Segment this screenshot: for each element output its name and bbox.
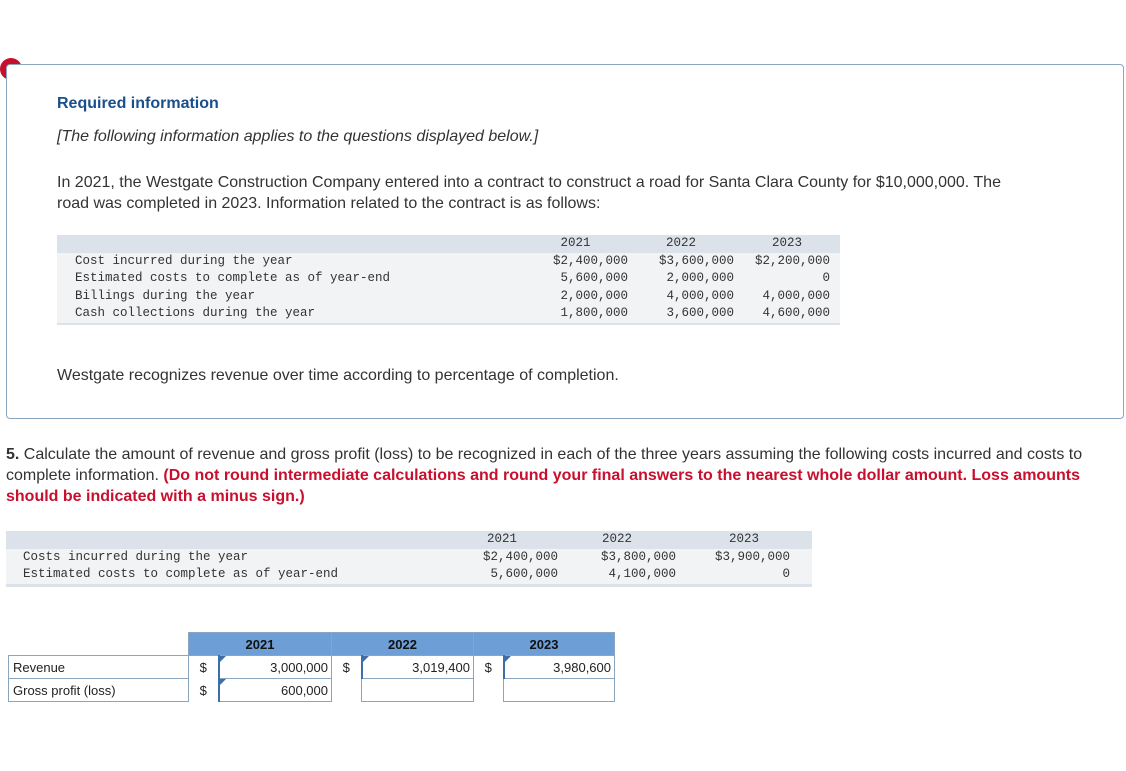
table-row [57,270,840,288]
answer-year-header: 2022 [332,633,474,656]
recognition-note: Westgate recognizes revenue over time according to percentage of completion. [57,367,619,384]
year-header: 2022 [601,532,632,546]
table-cell: $3,900,000 [714,549,790,564]
gross-profit-2022-input[interactable] [362,679,474,702]
row-label: Costs incurred during the year [23,549,249,564]
table-cell: 0 [782,567,790,581]
row-label: Revenue [9,656,189,679]
table-cell: $2,400,000 [482,549,558,564]
year-header: 2021 [486,532,517,546]
year-header: 2022 [665,236,696,250]
answered-flag-icon [363,656,369,662]
table-cell: $2,400,000 [552,253,628,268]
table-row [57,288,840,306]
question-text [6,444,1106,507]
table-cell: 4,000,000 [666,288,734,303]
answer-year-header: 2023 [474,633,615,656]
required-information-note: [The following information applies to the questions displayed below.] [57,128,539,145]
required-information-box [6,64,1124,419]
answer-row-gross-profit [9,679,615,702]
table-cell: 3,600,000 [666,306,734,320]
row-label: Billings during the year [75,288,256,303]
answer-year-header: 2021 [189,633,332,656]
gross-profit-2023-input[interactable] [504,679,615,702]
answer-row-revenue [9,656,615,679]
table-row [57,305,840,324]
contract-info-table [57,235,840,325]
currency-symbol: $ [199,659,207,675]
currency-symbol [474,679,504,702]
table-cell: 2,000,000 [560,288,628,303]
revenue-2021-input[interactable]: 3,000,000 [219,656,332,679]
table-cell: 4,100,000 [608,567,676,581]
contract-description: In 2021, the Westgate Construction Company entered into a contract to construct a road for Santa Clara County for $10,000,000. The road was completed in 2023. Information related to the contract is as follows: [57,174,1001,212]
row-label: Cost incurred during the year [75,253,293,268]
row-label: Gross profit (loss) [9,679,189,702]
question-body: Calculate the amount of revenue and gross profit (loss) to be recognized in each of the three years assuming the following costs incurred and costs to complete information. [6,446,1083,484]
question-cost-table [6,531,812,587]
table-cell: 1,800,000 [560,306,628,320]
currency-symbol: $ [484,659,492,675]
revenue-2023-input[interactable]: 3,980,600 [504,656,615,679]
answered-flag-icon [505,656,511,662]
table-cell: 5,600,000 [490,567,558,581]
required-information-title: Required information [57,95,219,112]
gross-profit-2021-input[interactable]: 600,000 [219,679,332,702]
table-cell: 4,600,000 [762,306,830,320]
question-instruction: (Do not round intermediate calculations and round your final answers to the nearest whole dollar amount. Loss amounts should be indicated with a minus sign.) [6,467,1080,505]
year-header: 2023 [771,236,802,250]
table-cell: 4,000,000 [762,288,830,303]
table-cell: $2,200,000 [754,253,830,268]
table-cell: $3,600,000 [658,253,734,268]
table-cell: $3,800,000 [600,549,676,564]
table-row [57,253,840,271]
table-row [6,549,812,567]
year-header: 2021 [560,236,591,250]
year-header: 2023 [728,532,759,546]
answered-flag-icon [220,679,226,685]
answered-flag-icon [220,656,226,662]
row-label: Estimated costs to complete as of year-end [23,567,339,581]
currency-symbol: $ [342,659,350,675]
answer-table [8,632,615,702]
currency-symbol [332,679,362,702]
revenue-2022-input[interactable]: 3,019,400 [362,656,474,679]
currency-symbol: $ [199,682,207,698]
question-number: 5. [6,446,20,463]
table-cell: 5,600,000 [560,271,628,285]
row-label: Estimated costs to complete as of year-end [75,271,391,285]
table-row [6,566,812,585]
table-cell: 2,000,000 [666,271,734,285]
row-label: Cash collections during the year [75,306,316,320]
table-cell: 0 [822,271,830,285]
